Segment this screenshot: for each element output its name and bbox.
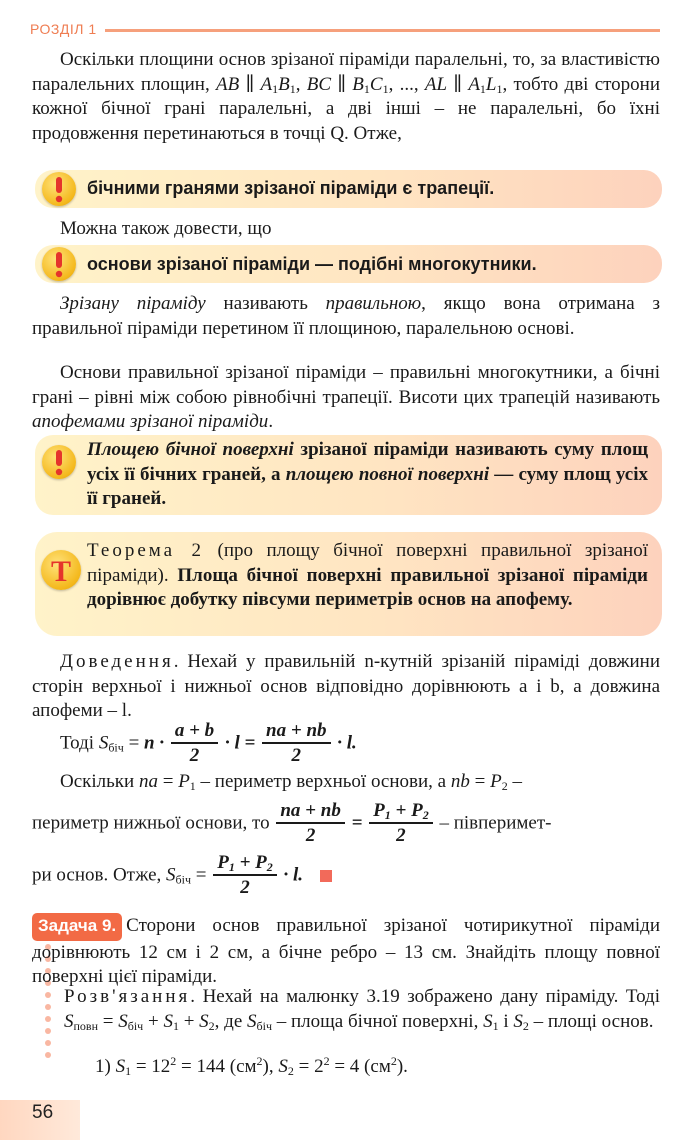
theorem-statement: Площа бічної поверхні правильної зрізаної піраміди дорівнює добутку півсуми периметрів основ на апофему. bbox=[87, 564, 648, 610]
callout-surface-area bbox=[35, 435, 662, 515]
callout-trapezoids bbox=[35, 170, 662, 208]
section-header bbox=[30, 18, 660, 40]
fraction-na-plus-nb-2: $\frac{na + nb}{2}$ bbox=[276, 800, 344, 848]
exclamation-icon bbox=[42, 247, 76, 281]
exclamation-icon bbox=[42, 172, 76, 206]
paragraph-parallel-planes: Оскільки площини основ зрізаної піраміди паралельні, то, за властивістю паралельних площин, AB ∥ $A_1B_1$, BC ∥ $B_1C_1$, ..., AL ∥ $A_1L_1$, тобто дві сторони кожної бічної грані паралельні, а дві інші – не паралельні, бо їхні продовження перетинаються в точці Q. Отже, bbox=[32, 49, 661, 144]
paragraph-regular-definition: Зрізану піраміду називають правильною, якщо вона отримана з правильної піраміди перетином її площиною, паралельною основі. bbox=[32, 293, 661, 339]
task-label: Задача 9. bbox=[32, 913, 122, 941]
fraction-p1-plus-p2-final: $\frac{P_1 + P_2}{2}$ bbox=[213, 852, 277, 900]
task-step-1: 1) $S_1 = 12^2 = 144$ $(см^2)$, $S_2 = 2^2 = 4$ $(см^2)$. bbox=[95, 1054, 408, 1078]
formula-lateral-area: Тоді $S_{біч} = n$ · $\frac{a + b}{2}$ · l = $\frac{na + nb}{2}$ · l. bbox=[60, 720, 357, 766]
theorem-icon-letter: T bbox=[50, 555, 72, 588]
line-final-formula: ри основ. Отже, $S_{біч}$ = $\frac{P_1 + P_2}{2}$ · l. bbox=[32, 852, 660, 900]
paragraph-apothems: Основи правильної зрізаної піраміди – правильні многокутники, а бічні грані – рівні між собою рівнобічні трапеції. Висоти цих трапецій називають апофемами зрізаної піраміди. bbox=[32, 362, 660, 432]
callout-surface-area-text: Площею бічної поверхні зрізаної піраміди називають суму площ усіх її бічних граней, а площею повної поверхні — суму площ усіх її граней. bbox=[87, 439, 648, 509]
fraction-p1-plus-p2: $\frac{P_1 + P_2}{2}$ bbox=[369, 800, 433, 848]
callout-similar-bases bbox=[35, 245, 662, 283]
line-perimeter-lower: периметр нижньої основи, то $\frac{na + nb}{2}$ = $\frac{P_1 + P_2}{2}$ – півперимет- bbox=[32, 800, 552, 846]
proof-paragraph: Доведення. Нехай у правильній n-кутній зрізаній піраміді довжини сторін верхньої і нижньої основ відповідно дорівнюють a і b, а довжина апофеми – l. bbox=[32, 651, 660, 721]
task-text: Сторони основ правильної зрізаної чотирикутної піраміди дорівнюють 12 см і 2 см, а бічне ребро – 13 см. Знайдіть площу повної поверхні цієї піраміди. bbox=[32, 915, 660, 987]
fraction-na-plus-nb: $\frac{na + nb}{2}$ bbox=[262, 720, 330, 768]
exclamation-icon bbox=[42, 445, 76, 479]
parallel-relations: AB ∥ $A_1B_1$, BC ∥ $B_1C_1$, ..., AL ∥ $A_1L_1$ bbox=[215, 73, 503, 96]
header-rule bbox=[105, 29, 660, 32]
section-label: РОЗДІЛ 1 bbox=[30, 21, 97, 37]
theorem-text: Теорема 2 (про площу бічної поверхні правильної зрізаної піраміди). Площа бічної поверхні правильної зрізаної піраміди дорівнює добутку півсуми периметрів основ на апофему. bbox=[87, 540, 648, 610]
theorem-icon bbox=[41, 550, 81, 590]
callout-similar-bases-text: основи зрізаної піраміди — подібні многокутники. bbox=[87, 254, 537, 274]
page-number: 56 bbox=[32, 1102, 54, 1123]
end-of-proof-marker bbox=[320, 870, 332, 882]
theorem-label: Теорема 2 bbox=[87, 540, 205, 561]
proof-label: Доведення bbox=[60, 651, 174, 672]
fraction-a-plus-b: $\frac{a + b}{2}$ bbox=[171, 720, 218, 768]
task-solution: Розв'язання. Нехай на малюнку 3.19 зображено дану піраміду. Тоді $S_{повн} = S_{біч} + S_1 + S_2$, де $S_{біч}$ – площа бічної поверхні, $S_1$ і $S_2$ – площі основ. bbox=[64, 986, 660, 1033]
callout-trapezoids-text: бічними гранями зрізаної піраміди є трапеції. bbox=[87, 178, 495, 198]
solution-label: Розв'язання bbox=[64, 986, 191, 1007]
line-perimeter-upper: Оскільки na = $P_1$ – периметр верхньої основи, а nb = $P_2$ – bbox=[60, 771, 522, 793]
line-can-prove: Можна також довести, що bbox=[60, 218, 272, 239]
theorem-box bbox=[35, 532, 662, 636]
task-9 bbox=[32, 913, 660, 990]
